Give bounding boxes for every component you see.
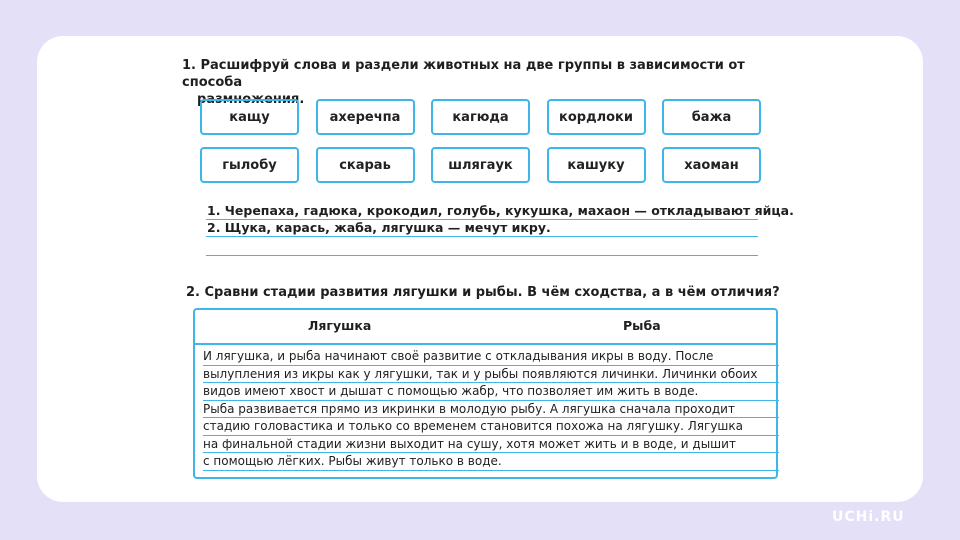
text-line: вылупления из икры как у лягушки, так и у рыбы появляются личинки. Личинки обоих	[203, 366, 779, 384]
brand-logo: UCHi.RU	[832, 509, 905, 525]
word-box: бажа	[662, 99, 761, 135]
word-box: кащу	[200, 99, 299, 135]
column-fish: Рыба	[623, 318, 661, 333]
answer-line-1: 1. Черепаха, гадюка, крокодил, голубь, кукушка, махаон — откладывают яйца.	[207, 203, 794, 218]
word-box: кашуку	[547, 147, 646, 183]
answer-line-empty	[206, 237, 758, 256]
text-line: стадию головастика и только со временем становится похожа на лягушку. Лягушка	[203, 418, 779, 436]
column-frog: Лягушка	[308, 318, 372, 333]
text-line: Рыба развивается прямо из икринки в молодую рыбу. А лягушка сначала проходит	[203, 401, 779, 419]
word-box: скараь	[316, 147, 415, 183]
word-box: кагюда	[431, 99, 530, 135]
word-box: шлягаук	[431, 147, 530, 183]
comparison-table	[193, 308, 778, 479]
word-box: кордлоки	[547, 99, 646, 135]
text-line: с помощью лёгких. Рыбы живут только в воде.	[203, 453, 779, 471]
word-grid	[200, 99, 761, 183]
text-line: видов имеют хвост и дышат с помощью жабр, что позволяет им жить в воде.	[203, 383, 779, 401]
answer-line-2: 2. Щука, карась, жаба, лягушка — мечут икру.	[206, 220, 758, 237]
table-header	[195, 310, 776, 345]
word-box: хаоман	[662, 147, 761, 183]
table-body	[195, 345, 779, 471]
task1-title-line1: 1. Расшифруй слова и раздели животных на две группы в зависимости от способа	[182, 58, 745, 90]
task1-answers	[206, 203, 794, 256]
text-line: И лягушка, и рыба начинают своё развитие с откладывания икры в воду. После	[203, 348, 779, 366]
text-line: на финальной стадии жизни выходит на сушу, хотя может жить и в воде, и дышит	[203, 436, 779, 454]
task1-title-line2: размножения.	[197, 92, 305, 107]
task2-title: 2. Сравни стадии развития лягушки и рыбы. В чём сходства, а в чём отличия?	[186, 285, 780, 300]
word-box: гылобу	[200, 147, 299, 183]
word-box: ахеречпа	[316, 99, 415, 135]
